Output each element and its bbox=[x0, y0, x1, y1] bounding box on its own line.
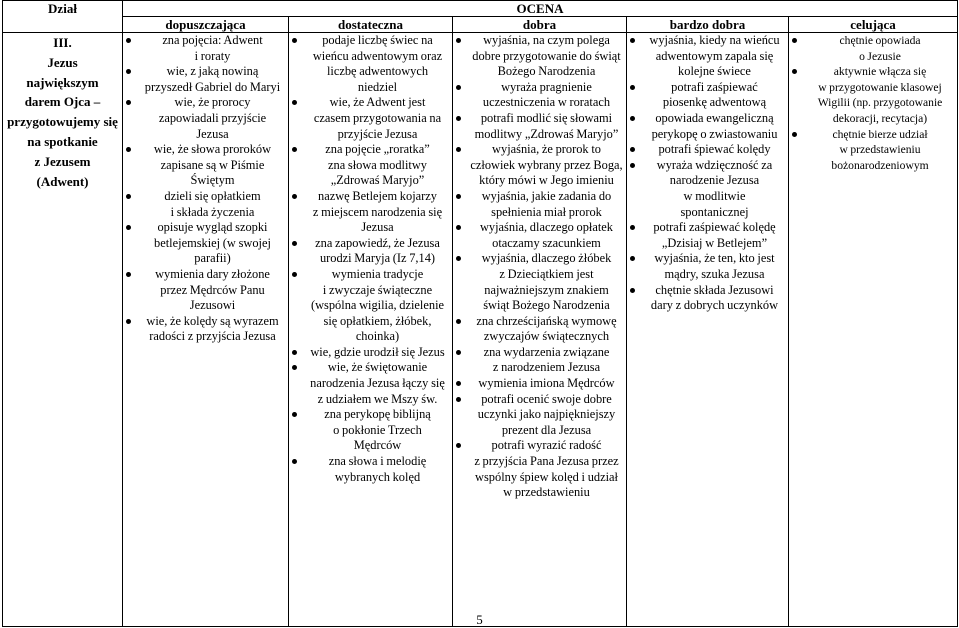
criterion-line: potrafi wyrazić radość bbox=[491, 438, 602, 453]
criterion-line: zna pojęcia: Adwent bbox=[162, 33, 263, 47]
criterion-line: zna perykopę biblijną bbox=[324, 407, 431, 422]
criterion-line: wie, że prorocy bbox=[174, 95, 251, 110]
criterion-line: w przedstawieniu bbox=[839, 143, 921, 157]
criterion-item bbox=[453, 392, 626, 439]
criterion-line: dekoracji, recytacja) bbox=[832, 111, 928, 125]
criterion-item bbox=[453, 189, 626, 220]
criterion-line: wyjaśnia, kiedy na wieńcu bbox=[649, 33, 780, 47]
criterion-line: człowiek wybrany przez Boga, bbox=[470, 157, 623, 172]
criterion-item bbox=[289, 360, 452, 407]
criterion-item bbox=[289, 95, 452, 142]
criterion-line: prezent dla Jezusa bbox=[501, 422, 592, 437]
header-grade-dostateczna: dostateczna bbox=[289, 17, 453, 33]
criterion-line: bożonarodzeniowym bbox=[831, 158, 929, 172]
criterion-line: zna pojęcie „roratka” bbox=[325, 142, 430, 157]
criterion-item bbox=[453, 376, 626, 392]
criterion-line: wie, z jaką nowiną bbox=[166, 64, 259, 79]
criterion-line: przyszedł Gabriel do Maryi bbox=[144, 79, 281, 94]
criterion-line: choinka) bbox=[355, 329, 400, 344]
criterion-line: zna słowa modlitwy bbox=[328, 157, 427, 172]
criterion-line: wie, że słowa proroków bbox=[153, 142, 272, 157]
criterion-line: w przygotowanie klasowej bbox=[818, 80, 942, 94]
criterion-item bbox=[289, 189, 452, 236]
criterion-line: Jezusowi bbox=[189, 298, 236, 313]
criterion-line: z przyjścia Pana Jezusa przez bbox=[474, 454, 619, 469]
criterion-line: wie, że świętowanie bbox=[327, 360, 428, 375]
criterion-item bbox=[123, 267, 288, 314]
dzial-topic-line: przygotowujemy się bbox=[7, 114, 118, 130]
criterion-line: zapisane są w Piśmie bbox=[160, 157, 265, 172]
criterion-line: uczestniczenia w roratach bbox=[482, 95, 611, 110]
criterion-line: dary z dobrych uczynków bbox=[650, 298, 779, 313]
criterion-line: urodzi Maryja (Iz 7,14) bbox=[319, 251, 436, 266]
criterion-item bbox=[453, 345, 626, 376]
criterion-line: z narodzeniem Jezusa bbox=[492, 360, 601, 375]
criterion-line: przez Mędrców Panu bbox=[160, 282, 265, 297]
criterion-item bbox=[789, 127, 957, 174]
criterion-item bbox=[289, 267, 452, 345]
criterion-line: się opłatkiem, żłóbek, bbox=[323, 313, 432, 328]
criterion-line: w modlitwie bbox=[683, 188, 746, 203]
criterion-item bbox=[627, 111, 788, 142]
dzial-number: III. bbox=[53, 35, 72, 50]
criterion-line: opisuje wygląd szopki bbox=[157, 220, 268, 235]
criterion-line: wymienia tradycje bbox=[331, 266, 424, 281]
criterion-item bbox=[627, 80, 788, 111]
criterion-line: betlejemskiej (w swojej bbox=[154, 235, 271, 250]
header-grade-bardzo-dobra: bardzo dobra bbox=[627, 17, 789, 33]
criterion-line: uczynki jako najpiękniejszy bbox=[477, 407, 616, 422]
criterion-item bbox=[627, 158, 788, 220]
criterion-line: Mędrców bbox=[353, 438, 402, 453]
criterion-line: zwyczajów świątecznych bbox=[483, 329, 610, 344]
criterion-line: Wigilii (np. przygotowanie bbox=[817, 96, 943, 110]
criterion-line: potrafi modlić się słowami bbox=[480, 110, 613, 125]
criterion-line: wyjaśnia, że prorok to bbox=[492, 142, 601, 157]
criterion-item bbox=[123, 220, 288, 267]
criterion-item bbox=[123, 314, 288, 345]
criterion-line: wyraża pragnienie bbox=[501, 79, 592, 94]
grading-table bbox=[2, 0, 958, 627]
criterion-line: potrafi śpiewać kolędy bbox=[658, 142, 771, 157]
criterion-line: „Zdrowaś Maryjo” bbox=[330, 173, 425, 188]
criterion-item bbox=[627, 33, 788, 80]
criterion-line: i roraty bbox=[194, 48, 231, 63]
criterion-line: potrafi zaśpiewać bbox=[671, 79, 758, 94]
criterion-item bbox=[627, 142, 788, 158]
criterion-line: spontanicznej bbox=[680, 204, 749, 219]
criterion-line: zna chrześcijańską wymowę bbox=[476, 313, 617, 328]
header-grade-dopuszczajaca: dopuszczająca bbox=[123, 17, 289, 33]
criterion-line: Świętym bbox=[190, 173, 235, 188]
criterion-line: wie, że kolędy są wyrazem bbox=[146, 313, 279, 328]
criterion-item bbox=[123, 142, 288, 189]
criterion-item bbox=[453, 142, 626, 189]
criterion-item bbox=[453, 251, 626, 313]
page-number: 5 bbox=[476, 612, 483, 627]
criterion-item bbox=[289, 345, 452, 361]
dzial-topic-line: (Adwent) bbox=[36, 173, 89, 189]
criterion-line: wymienia dary złożone bbox=[155, 266, 270, 281]
criterion-line: kolejne świece bbox=[678, 64, 751, 79]
criterion-item bbox=[123, 189, 288, 220]
criterion-line: i zwyczaje świąteczne bbox=[322, 282, 433, 297]
criterion-line: nazwę Betlejem kojarzy bbox=[318, 188, 437, 203]
header-ocena: OCENA bbox=[123, 1, 958, 17]
criterion-item bbox=[289, 33, 452, 95]
criterion-line: (wspólna wigilia, dzielenie bbox=[310, 298, 445, 313]
dzial-cell bbox=[3, 33, 123, 627]
criterion-line: wyjaśnia, dlaczego opłatek bbox=[479, 220, 614, 235]
criterion-line: chętnie bierze udział bbox=[832, 127, 928, 141]
criterion-line: Jezusa bbox=[196, 126, 229, 141]
criterion-line: niedziel bbox=[357, 79, 398, 94]
criterion-item bbox=[789, 64, 957, 126]
criterion-item bbox=[627, 251, 788, 282]
criterion-line: adwentowym zapala się bbox=[655, 48, 774, 63]
criterion-line: dobre przygotowanie do świąt bbox=[472, 48, 621, 63]
criterion-line: w przedstawieniu bbox=[503, 485, 590, 500]
criterion-line: Bożego Narodzenia bbox=[497, 64, 596, 79]
criterion-line: czasem przygotowania na bbox=[313, 110, 442, 125]
criterion-line: „Dzisiaj w Betlejem” bbox=[661, 235, 768, 250]
criterion-item bbox=[453, 314, 626, 345]
criterion-item bbox=[453, 220, 626, 251]
criterion-item bbox=[123, 33, 288, 64]
criterion-item bbox=[289, 236, 452, 267]
dzial-topic-line: Jezus bbox=[47, 54, 78, 70]
criterion-line: potrafi ocenić swoje dobre bbox=[481, 391, 612, 406]
criterion-line: i składa życzenia bbox=[170, 204, 255, 219]
criterion-item bbox=[453, 80, 626, 111]
criterion-line: wyjaśnia, jakie zadania do bbox=[481, 188, 612, 203]
criterion-line: dzieli się opłatkiem bbox=[164, 188, 261, 203]
criterion-line: z Dzieciątkiem jest bbox=[499, 266, 594, 281]
header-dzial: Dział bbox=[3, 1, 123, 33]
criterion-line: o Jezusie bbox=[859, 49, 901, 63]
dzial-topic-line: darem Ojca – bbox=[24, 94, 101, 110]
criterion-line: z miejscem narodzenia się bbox=[312, 204, 443, 219]
criterion-item bbox=[627, 283, 788, 314]
dzial-topic-line: największym bbox=[26, 74, 99, 90]
criterion-line: radości z przyjścia Jezusa bbox=[149, 329, 276, 344]
header-grade-celujaca: celująca bbox=[789, 17, 958, 33]
criterion-item bbox=[453, 33, 626, 80]
dzial-topic-line: na spotkanie bbox=[27, 133, 98, 149]
criterion-item bbox=[123, 64, 288, 95]
criterion-line: z udziałem we Mszy św. bbox=[317, 391, 438, 406]
criterion-line: potrafi zaśpiewać kolędę bbox=[653, 220, 776, 235]
criterion-line: wieńcu adwentowym oraz bbox=[312, 48, 443, 63]
criterion-item bbox=[453, 438, 626, 500]
criterion-line: mądry, szuka Jezusa bbox=[664, 266, 765, 281]
criterion-line: wyjaśnia, na czym polega bbox=[483, 33, 610, 47]
criterion-line: opowiada ewangeliczną bbox=[655, 110, 774, 125]
criterion-line: liczbę adwentowych bbox=[326, 64, 429, 79]
criterion-line: zna zapowiedź, że Jezusa bbox=[315, 235, 440, 250]
column-dostateczna bbox=[289, 33, 453, 627]
criterion-item bbox=[453, 111, 626, 142]
criterion-line: wspólny śpiew kolęd i udział bbox=[475, 469, 618, 484]
dzial-topic bbox=[3, 53, 122, 192]
criterion-line: narodzenia Jezusa łączy się bbox=[310, 376, 445, 391]
criterion-line: chętnie składa Jezusowi bbox=[655, 282, 774, 297]
criterion-line: otaczamy szacunkiem bbox=[492, 235, 601, 250]
criterion-line: który mówi w Jego imieniu bbox=[479, 173, 614, 188]
criterion-line: piosenkę adwentową bbox=[662, 95, 767, 110]
criterion-line: wymienia imiona Mędrców bbox=[478, 376, 615, 391]
criterion-line: parafii) bbox=[194, 251, 231, 266]
dzial-topic-line: z Jezusem bbox=[34, 153, 91, 169]
column-celujaca bbox=[789, 33, 958, 627]
criterion-line: zapowiadali przyjście bbox=[158, 110, 267, 125]
criterion-line: aktywnie włącza się bbox=[833, 65, 927, 79]
criterion-line: Jezusa bbox=[361, 220, 394, 235]
criterion-line: perykopę o zwiastowaniu bbox=[651, 126, 778, 141]
criterion-line: modlitwy „Zdrowaś Maryjo” bbox=[474, 126, 619, 141]
column-bardzo-dobra bbox=[627, 33, 789, 627]
column-dobra bbox=[453, 33, 627, 627]
criterion-line: narodzenie Jezusa bbox=[669, 173, 760, 188]
criterion-line: przyjście Jezusa bbox=[337, 126, 418, 141]
criterion-line: wyraża wdzięczność za bbox=[656, 157, 773, 172]
header-grade-dobra: dobra bbox=[453, 17, 627, 33]
criterion-item bbox=[789, 33, 957, 64]
criterion-line: wie, że Adwent jest bbox=[329, 95, 426, 110]
criterion-line: podaje liczbę świec na bbox=[322, 33, 433, 47]
criterion-line: wyjaśnia, że ten, kto jest bbox=[654, 251, 775, 266]
criterion-line: chętnie opowiada bbox=[839, 34, 921, 47]
criterion-item bbox=[289, 454, 452, 485]
criterion-item bbox=[627, 220, 788, 251]
criterion-line: zna wydarzenia związane bbox=[483, 344, 610, 359]
column-dopuszczajaca bbox=[123, 33, 289, 627]
criterion-line: o pokłonie Trzech bbox=[333, 422, 422, 437]
criterion-line: świąt Bożego Narodzenia bbox=[483, 298, 610, 313]
criterion-item bbox=[123, 95, 288, 142]
criterion-line: najważniejszym znakiem bbox=[484, 282, 609, 297]
criterion-line: spełnienia miał prorok bbox=[491, 204, 602, 219]
criterion-item bbox=[289, 407, 452, 454]
criterion-line: wie, gdzie urodził się Jezus bbox=[310, 344, 445, 359]
criterion-line: wybranych kolęd bbox=[334, 469, 421, 484]
criterion-item bbox=[289, 142, 452, 189]
criterion-line: wyjaśnia, dlaczego żłóbek bbox=[481, 251, 612, 266]
criterion-line: zna słowa i melodię bbox=[328, 454, 427, 469]
